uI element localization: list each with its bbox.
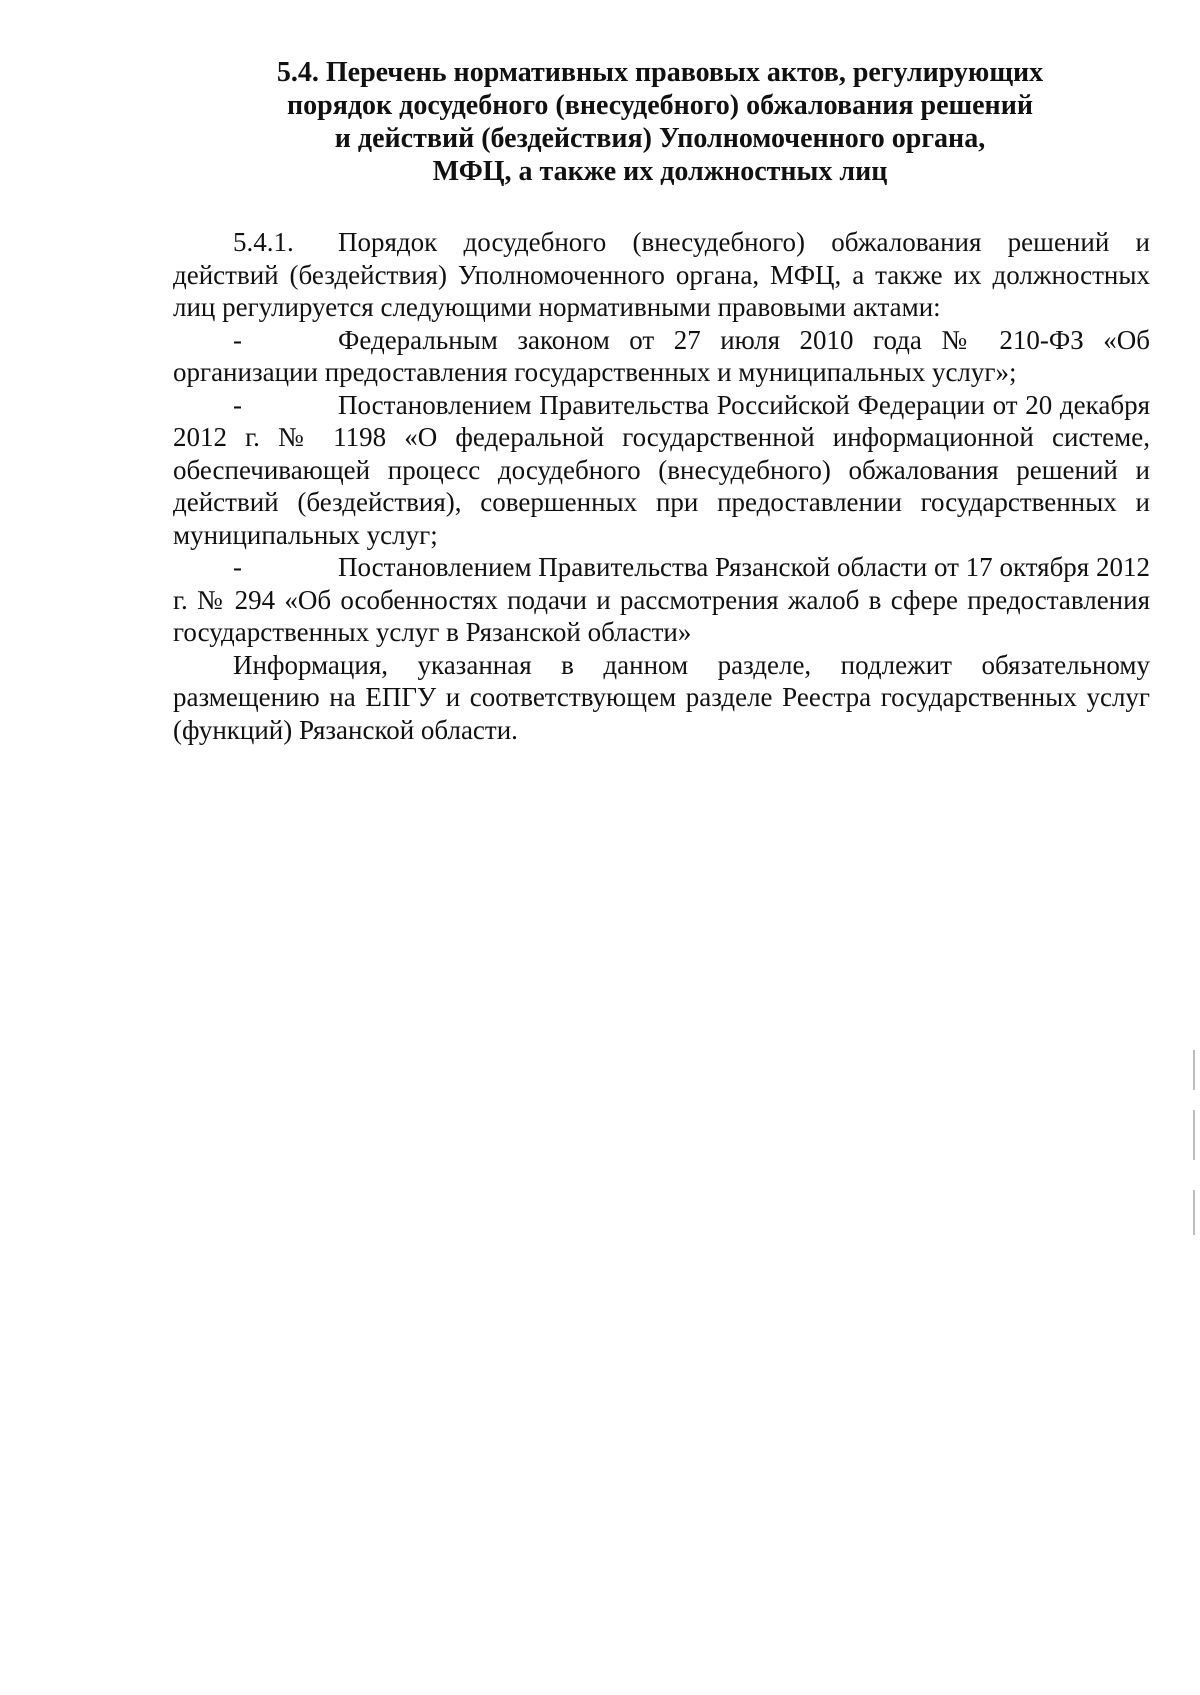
list-item xyxy=(173,389,1150,552)
list-bullet: - xyxy=(233,552,242,582)
scan-artifact-mark xyxy=(1193,1050,1195,1090)
clause-number: 5.4.1. xyxy=(233,227,294,257)
list-bullet: - xyxy=(233,389,242,420)
closing-paragraph xyxy=(173,649,1150,747)
heading-line-3: и действий (бездействия) Уполномоченного органа, xyxy=(334,123,986,154)
clause-text: Порядок досудебного (внесудебного) обжалования решений и действий (бездействия) Уполномоченного органа, МФЦ, а также их должностных лиц регулируется следующими нормативными правовыми актами: xyxy=(173,227,1150,322)
act-text: Федеральным законом от 27 июля 2010 года № 210-ФЗ «Об организации предоставления государственных и муниципальных услуг»; xyxy=(173,324,1150,387)
clause-paragraph xyxy=(173,226,1150,324)
act-text: Постановлением Правительства Рязанской области от 17 октября 2012 г. № 294 «Об особенностях подачи и рассмотрения жалоб в сфере предоставления государственных услуг в Рязанской области» xyxy=(173,552,1150,647)
scan-artifact-mark xyxy=(1193,1190,1195,1235)
list-item xyxy=(173,551,1150,649)
list-item xyxy=(173,324,1150,389)
scan-artifact-mark xyxy=(1193,1110,1195,1160)
heading-line-2: порядок досудебного (внесудебного) обжалования решений xyxy=(287,90,1033,121)
act-text: Постановлением Правительства Российской Федерации от 20 декабря 2012 г. № 1198 «О федеральной государственной информационной системе, обеспечивающей процесс досудебного (внесудебного) обжалования решений и действий (бездействия), совершенных при предоставлении государственных и муниципальных услуг; xyxy=(173,389,1150,550)
heading-line-1: 5.4. Перечень нормативных правовых актов, регулирующих xyxy=(276,57,1044,88)
closing-text: Информация, указанная в данном разделе, подлежит обязательному размещению на ЕПГУ и соответствующем разделе Реестра государственных услуг (функций) Рязанской области. xyxy=(173,649,1150,745)
list-bullet: - xyxy=(233,324,242,355)
section-body xyxy=(173,226,1150,746)
section-heading xyxy=(160,56,1160,188)
heading-line-4: МФЦ, а также их должностных лиц xyxy=(432,156,888,187)
